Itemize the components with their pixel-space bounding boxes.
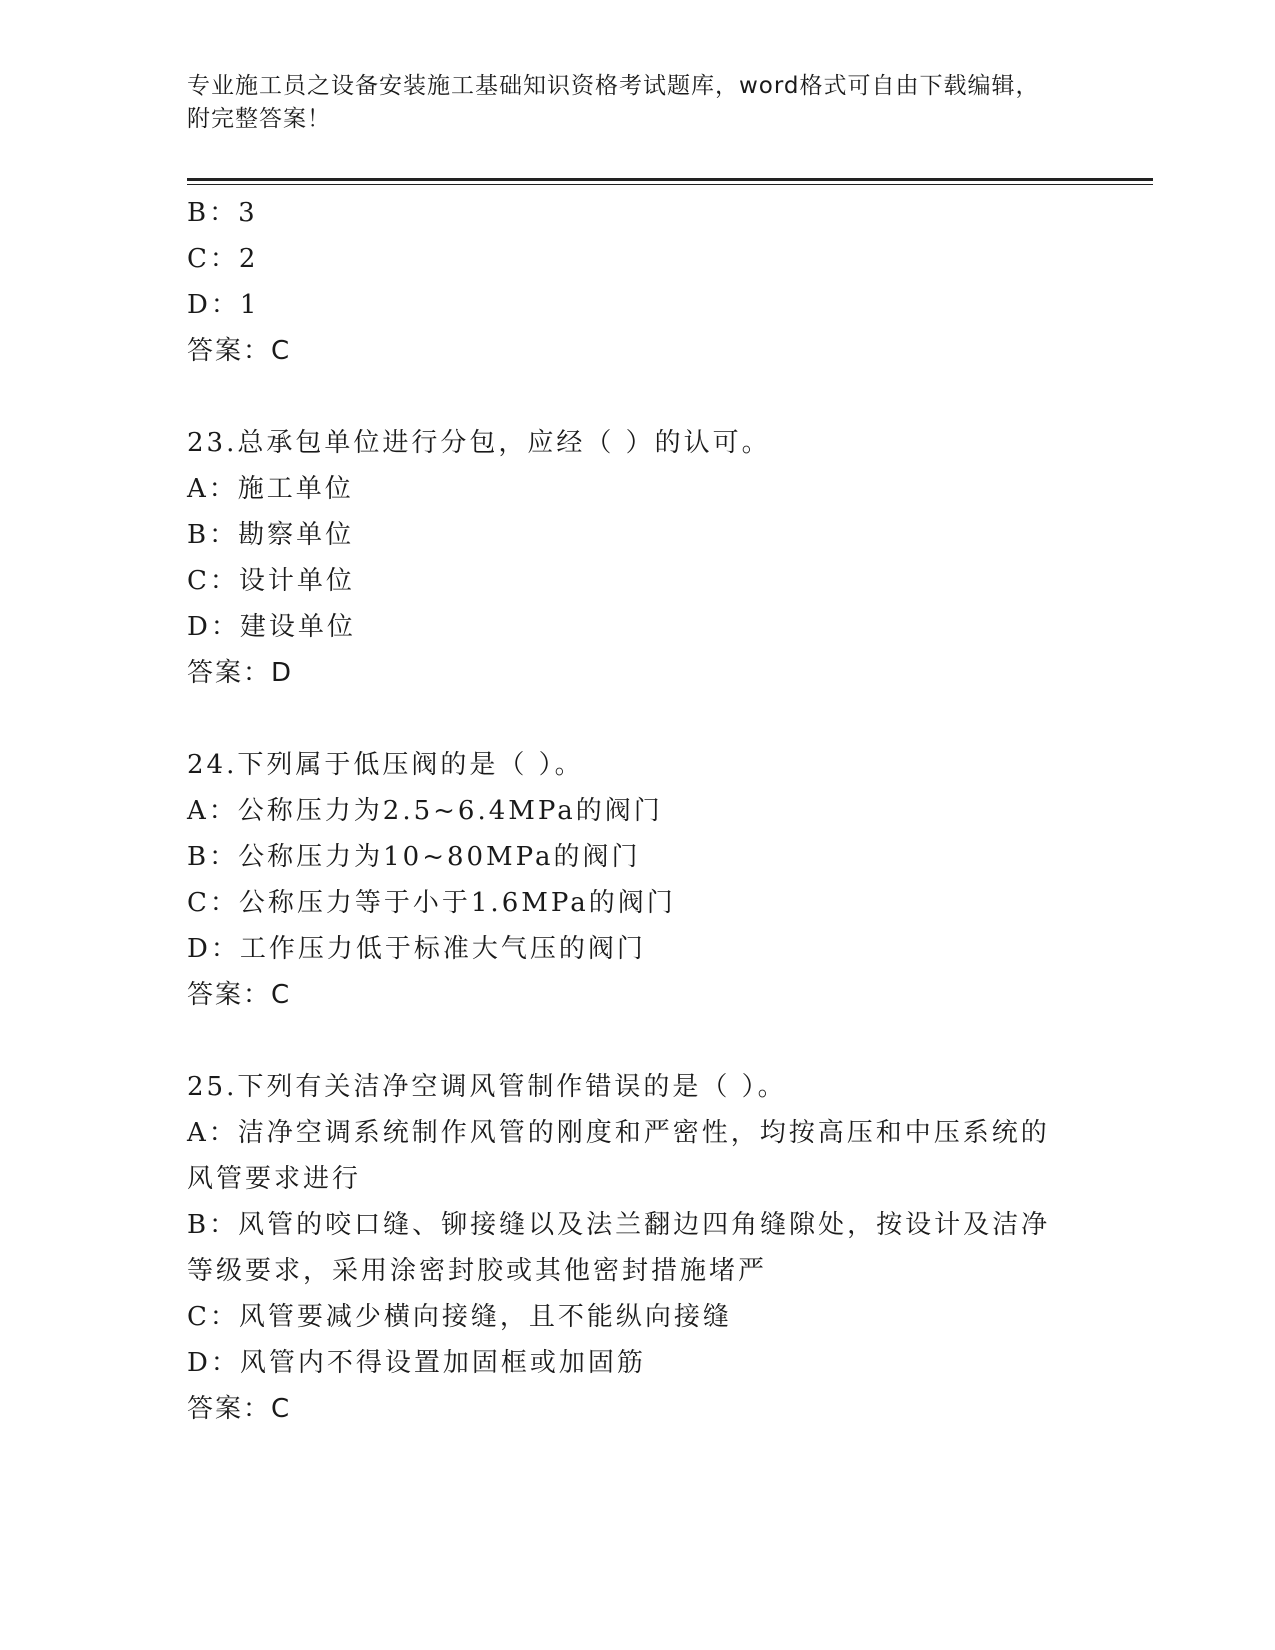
question-title: 23.总承包单位进行分包，应经（ ）的认可。: [187, 428, 771, 458]
option-b: B：勘察单位: [187, 520, 355, 550]
option-a: A：洁净空调系统制作风管的刚度和严密性，均按高压和中压系统的风管要求进行: [187, 1118, 1050, 1194]
header-divider-thick: [187, 178, 1153, 181]
spacer: [187, 374, 1087, 420]
option-c: C：公称压力等于小于1.6MPa的阀门: [187, 888, 676, 918]
option-d: D：风管内不得设置加固框或加固筋: [187, 1348, 646, 1378]
answer: 答案：C: [187, 1394, 292, 1424]
option-a: A：公称压力为2.5~6.4MPa的阀门: [187, 796, 663, 826]
question-title: 25.下列有关洁净空调风管制作错误的是（ ）。: [187, 1072, 787, 1102]
option-b: B：3: [187, 198, 258, 228]
header-line-2: 附完整答案！: [187, 106, 331, 132]
header-divider-thin: [187, 184, 1153, 185]
document-header: [187, 70, 1087, 136]
question-title: 24.下列属于低压阀的是（ ）。: [187, 750, 584, 780]
option-d: D：建设单位: [187, 612, 356, 642]
spacer: [187, 1018, 1087, 1064]
answer: 答案：D: [187, 658, 294, 688]
answer: 答案：C: [187, 980, 292, 1010]
question-24: [187, 742, 1087, 1018]
option-c: C：风管要减少横向接缝，且不能纵向接缝: [187, 1302, 732, 1332]
answer: 答案：C: [187, 336, 292, 366]
header-line-1: 专业施工员之设备安装施工基础知识资格考试题库，word格式可自由下载编辑，: [187, 73, 1040, 99]
option-d: D：1: [187, 290, 260, 320]
question-25: [187, 1064, 1087, 1432]
question-23: [187, 420, 1087, 696]
option-d: D：工作压力低于标准大气压的阀门: [187, 934, 646, 964]
question-22-continued: [187, 190, 1087, 374]
option-b: B：风管的咬口缝、铆接缝以及法兰翻边四角缝隙处，按设计及洁净等级要求，采用涂密封胶或其他密封措施堵严: [187, 1210, 1051, 1286]
option-a: A：施工单位: [187, 474, 354, 504]
question-list: [187, 190, 1087, 1432]
option-c: C：设计单位: [187, 566, 355, 596]
option-c: C：2: [187, 244, 259, 274]
spacer: [187, 696, 1087, 742]
option-b: B：公称压力为10~80MPa的阀门: [187, 842, 641, 872]
